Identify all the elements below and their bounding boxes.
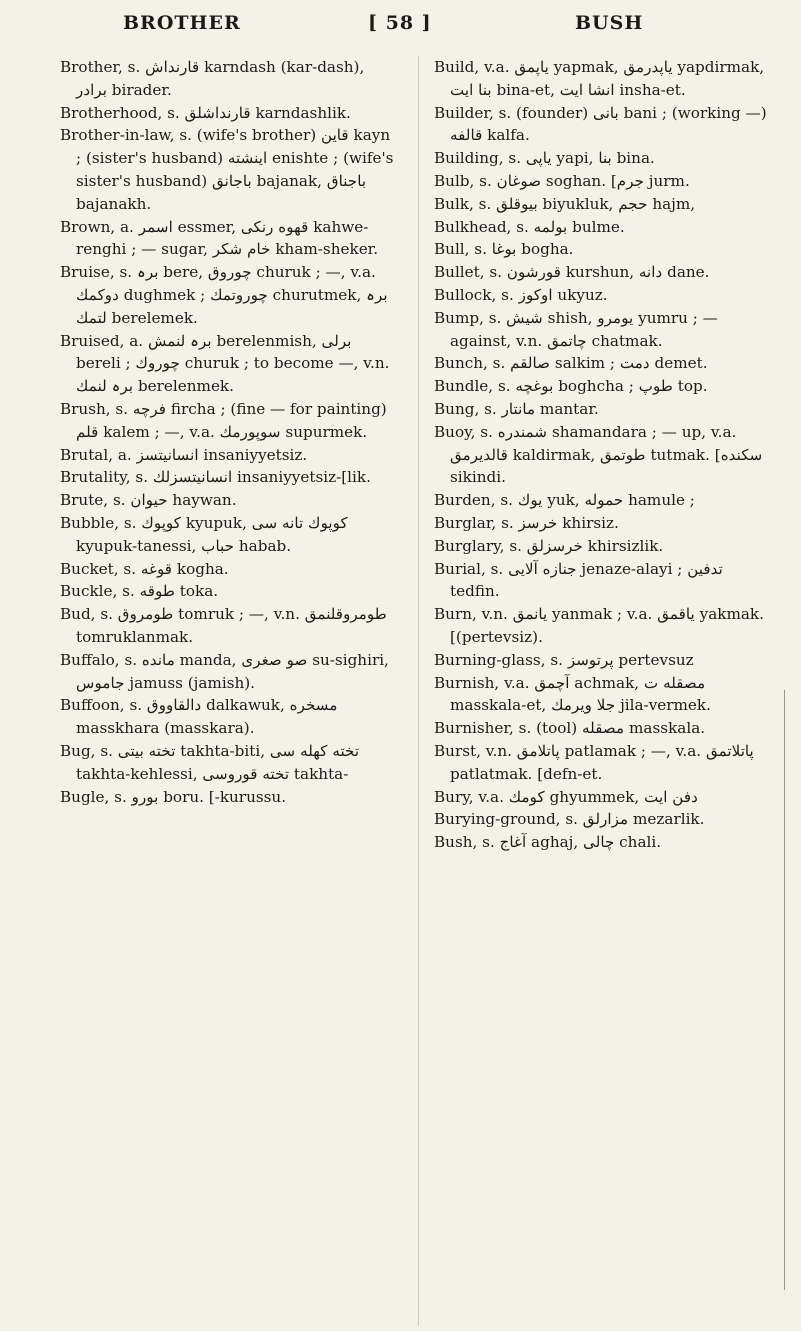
dictionary-entry: Building, s. ياپى yapi, بنا bina. — [434, 149, 655, 168]
dictionary-entry: Brotherhood, s. قارنداشلق karndashlik. — [60, 103, 351, 122]
dictionary-entry: Bump, s. شيش shish, يومرو yumru ; — against, v.n. چاتمق chatmak. — [434, 308, 718, 350]
dictionary-entry: Brown, a. اسمر essmer, قهوه رنكى kahwe-renghi ; — sugar, خام شكر kham-sheker. — [60, 217, 379, 259]
dictionary-entry: Bullock, s. اوكوز ukyuz. — [434, 285, 608, 304]
page-number: [ 58 ] — [368, 12, 432, 34]
dictionary-entry: Bud, s. طومروق tomruk ; —, v.n. طومروقلنمق tomruklanmak. — [60, 605, 387, 646]
dictionary-entry: Brush, s. فرچه fircha ; (fine — for painting) قلم kalem ; —, v.a. سوپورمك supurmek. — [60, 399, 387, 441]
dictionary-entry: Brutal, a. انسانيتسز insaniyyetsiz. — [60, 445, 308, 464]
dictionary-entry: Buoy, s. شمندره shamandara ; — up, v.a. قالديرمق kaldirmak, طوتمق tutmak. [سكنده sikindi. — [434, 422, 763, 487]
dictionary-entry: Burnisher, s. (tool) مصقله masskala. — [434, 719, 706, 738]
dictionary-entry: Bush, s. آغاج aghaj, چالى chali. — [434, 833, 662, 852]
dictionary-entry: Bury, v.a. كومك ghyummek, دفن ايت — [434, 787, 698, 806]
dictionary-entry: Buffalo, s. مانده manda, صو صغرى su-sighiri, جاموس jamuss (jamish). — [60, 650, 389, 692]
dictionary-entry: Buffoon, s. دالقاووق dalkawuk, مسخره masskhara (masskara). — [60, 696, 338, 738]
dictionary-entry: Bullet, s. قورشون kurshun, دانه dane. — [434, 263, 710, 282]
dictionary-entry: Bung, s. مانتار mantar. — [434, 399, 599, 418]
dictionary-entry: Build, v.a. ياپمق yapmak, ياپدرمق yapdirmak, بنا ايت bina-et, انشا ايت insha-et. — [434, 58, 765, 99]
dictionary-entry: Buckle, s. طوقه toka. — [60, 582, 219, 601]
page-header — [0, 12, 801, 40]
dictionary-entry: Bull, s. بوغا bogha. — [434, 240, 574, 259]
dictionary-entry: Bulk, s. بيوقلق biyukluk, حجم hajm, — [434, 194, 696, 213]
dictionary-entry: Brother-in-law, s. (wife's brother) قاين kayn ; (sister's husband) اينشته enishte ; (wife's sister's husband) باجانق bajanak, باجناق bajanakh. — [60, 126, 394, 213]
dictionary-entry: Bugle, s. بورو boru. [-kurussu. — [60, 787, 287, 806]
dictionary-entry: Burglary, s. خرسزلق khirsizlik. — [434, 536, 664, 555]
dictionary-entry: Bug, s. تخته بيتى takhta-biti, تخته كهله سى takhta-kehlessi, تخته قوروسى takhta- — [60, 741, 360, 783]
dictionary-entry: Bucket, s. قوغه kogha. — [60, 559, 229, 578]
column-divider — [418, 56, 419, 1326]
right-column — [434, 56, 774, 854]
dictionary-entry: Burying-ground, s. مزارلق mezarlik. — [434, 810, 705, 829]
dictionary-entry: Burglar, s. خرسز khirsiz. — [434, 513, 619, 532]
dictionary-entry: Burial, s. جنازه آلايى jenaze-alayi ; تدفين tedfin. — [434, 559, 723, 601]
dictionary-entry: Brute, s. حيوان haywan. — [60, 491, 237, 510]
dictionary-entry: Brutality, s. انسانيتسزلك insaniyyetsiz-[lik. — [60, 468, 371, 487]
dictionary-entry: Bubble, s. كوپوك kyupuk, كوپوك تانه سى kyupuk-tanessi, حباب habab. — [60, 513, 348, 555]
left-column — [60, 56, 400, 808]
header-left-guide-word: BROTHER — [123, 12, 241, 34]
header-right-guide-word: BUSH — [575, 12, 644, 34]
dictionary-entry: Bundle, s. بوغچه boghcha ; طوپ top. — [434, 377, 708, 396]
dictionary-entry: Bruise, s. برہ bere, چوروق churuk ; —, v.a. دوكمك dughmek ; چوروتمك churutmek, برہ لتمك berelemek. — [60, 263, 388, 327]
dictionary-entry: Burnish, v.a. آچمق achmak, مصقله ت masskala-et, جلا ويرمك jila-vermek. — [434, 673, 711, 715]
dictionary-entry: Burden, s. يوك yuk, حموله hamule ; — [434, 491, 695, 510]
dictionary-entry: Brother, s. قارنداش karndash (kar-dash), برادر birader. — [60, 58, 365, 99]
dictionary-entry: Bulb, s. صوغان soghan. [جرم jurm. — [434, 171, 690, 190]
dictionary-entry: Burning-glass, s. پرتوسز pertevsuz — [434, 650, 694, 669]
dictionary-entry: Bulkhead, s. بولمه bulme. — [434, 217, 625, 236]
page-edge-line — [784, 690, 785, 1290]
dictionary-entry: Bruised, a. برہ لنمش berelenmish, برلى bereli ; چوروك churuk ; to become —, v.n. برہ لنمك berelenmek. — [60, 331, 390, 396]
dictionary-entry: Bunch, s. صالقم salkim ; دمت demet. — [434, 354, 708, 373]
dictionary-entry: Builder, s. (founder) بانى bani ; (working —) قالفه kalfa. — [434, 103, 767, 145]
dictionary-entry: Burn, v.n. يانمق yanmak ; v.a. ياقمق yakmak. [(pertevsiz). — [434, 605, 764, 646]
dictionary-entry: Burst, v.n. پاتلامق patlamak ; —, v.a. پاتلاتمق patlatmak. [defn-et. — [434, 741, 754, 783]
